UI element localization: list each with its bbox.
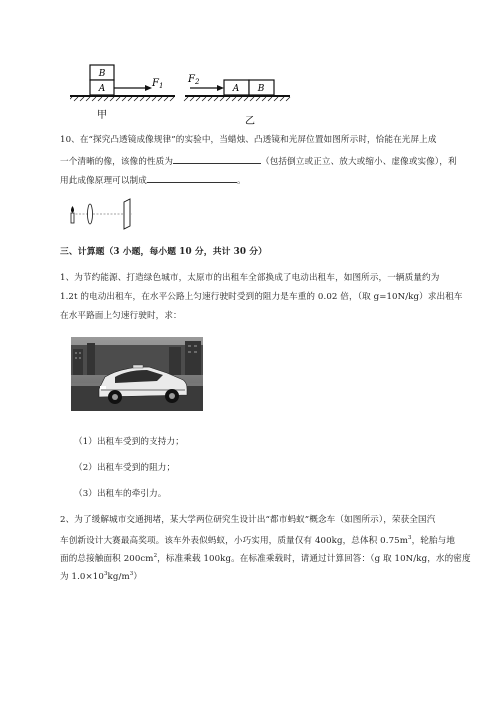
q2-line3-post: ，标准乘载 100kg。在标准乘载时，请通过计算回答：（g 取 10N/kg，水的密度 xyxy=(157,554,471,564)
block-a-left-label: A xyxy=(98,84,106,94)
block-b-left-label: B xyxy=(98,69,106,79)
q1-sub2: （2）出租车受到的阻力； xyxy=(74,463,176,473)
q2-line4-sup2: 3 xyxy=(129,571,134,577)
force-diagram xyxy=(70,60,300,130)
q2-line4 xyxy=(60,568,142,583)
diagram-right xyxy=(184,74,290,127)
q10-line3 xyxy=(60,173,246,187)
q2-line2 xyxy=(60,532,455,547)
q2-line2-post: ，轮胎与地 xyxy=(411,536,456,546)
convex-lens-icon xyxy=(88,204,93,224)
force-f1-label: $F_1$ xyxy=(152,78,164,90)
q2-line4-end: ） xyxy=(133,572,143,582)
q2-line2-pre: 车创新设计大赛最高奖项。该车外表似蚂蚁，小巧实用，质量仅有 400kg，总体积 0.75m xyxy=(60,536,408,546)
q10-line1: 10、在“探究凸透镜成像规律”的实验中，当蜡烛、凸透镜和光屏位置如图所示时，恰能在光屏上成 xyxy=(60,135,437,145)
q10-blank-image-nature[interactable] xyxy=(173,154,261,164)
q2-line2-sup: 3 xyxy=(407,535,412,541)
q10-line2-post: （包括倒立或正立、放大或缩小、虚像或实像），利 xyxy=(261,157,457,167)
q10-line2 xyxy=(60,154,457,168)
q2-line3 xyxy=(60,550,471,565)
q2-line4-post: kg/m xyxy=(107,572,130,582)
candle-icon xyxy=(71,213,74,223)
q2-line3-pre: 面的总接触面积 200cm xyxy=(60,554,154,564)
q10-line2-pre: 一个清晰的像，该像的性质为 xyxy=(60,157,174,167)
q10-line3-post: 。 xyxy=(236,176,246,186)
q10-line3-pre: 用此成像原理可以制成 xyxy=(60,176,147,186)
q2-line4-sup: 3 xyxy=(103,571,108,577)
q1-line2: 1.2t 的电动出租车，在水平公路上匀速行驶时受到的阻力是车重的 0.02 倍，（取 g=10N/kg）求出租车 xyxy=(60,292,463,302)
q1-sub1: （1）出租车受到的支持力； xyxy=(74,437,184,447)
electric-taxi-photo xyxy=(71,337,203,411)
block-b-right-label: B xyxy=(257,84,265,94)
q1-sub3: （3）出租车的牵引力。 xyxy=(74,489,167,499)
q2-line3-sup: 2 xyxy=(153,553,158,559)
diagram-left xyxy=(70,65,175,121)
q2-line1: 2、为了缓解城市交通拥堵，某大学两位研究生设计出“都市蚂蚁”概念车（如图所示），荣获全国汽 xyxy=(60,515,436,525)
section3-title: 三、计算题（3 小题，每小题 10 分，共计 30 分） xyxy=(60,247,268,257)
q10-blank-device[interactable] xyxy=(147,173,237,183)
lens-setup-figure xyxy=(66,196,146,232)
block-a-right-label: A xyxy=(232,84,240,94)
caption-yi: 乙 xyxy=(245,116,255,127)
caption-jia: 甲 xyxy=(97,110,107,121)
q1-line1: 1、为节约能源、打造绿色城市，太原市的出租车全部换成了电动出租车，如图所示，一辆质量约为 xyxy=(60,273,440,283)
light-screen-icon xyxy=(124,199,130,229)
q2-line4-pre: 为 1.0×10 xyxy=(60,572,104,582)
flame-icon xyxy=(71,206,74,213)
q1-line3: 在水平路面上匀速行驶时，求： xyxy=(60,311,182,321)
force-f2-label: $F_2$ xyxy=(188,74,200,86)
